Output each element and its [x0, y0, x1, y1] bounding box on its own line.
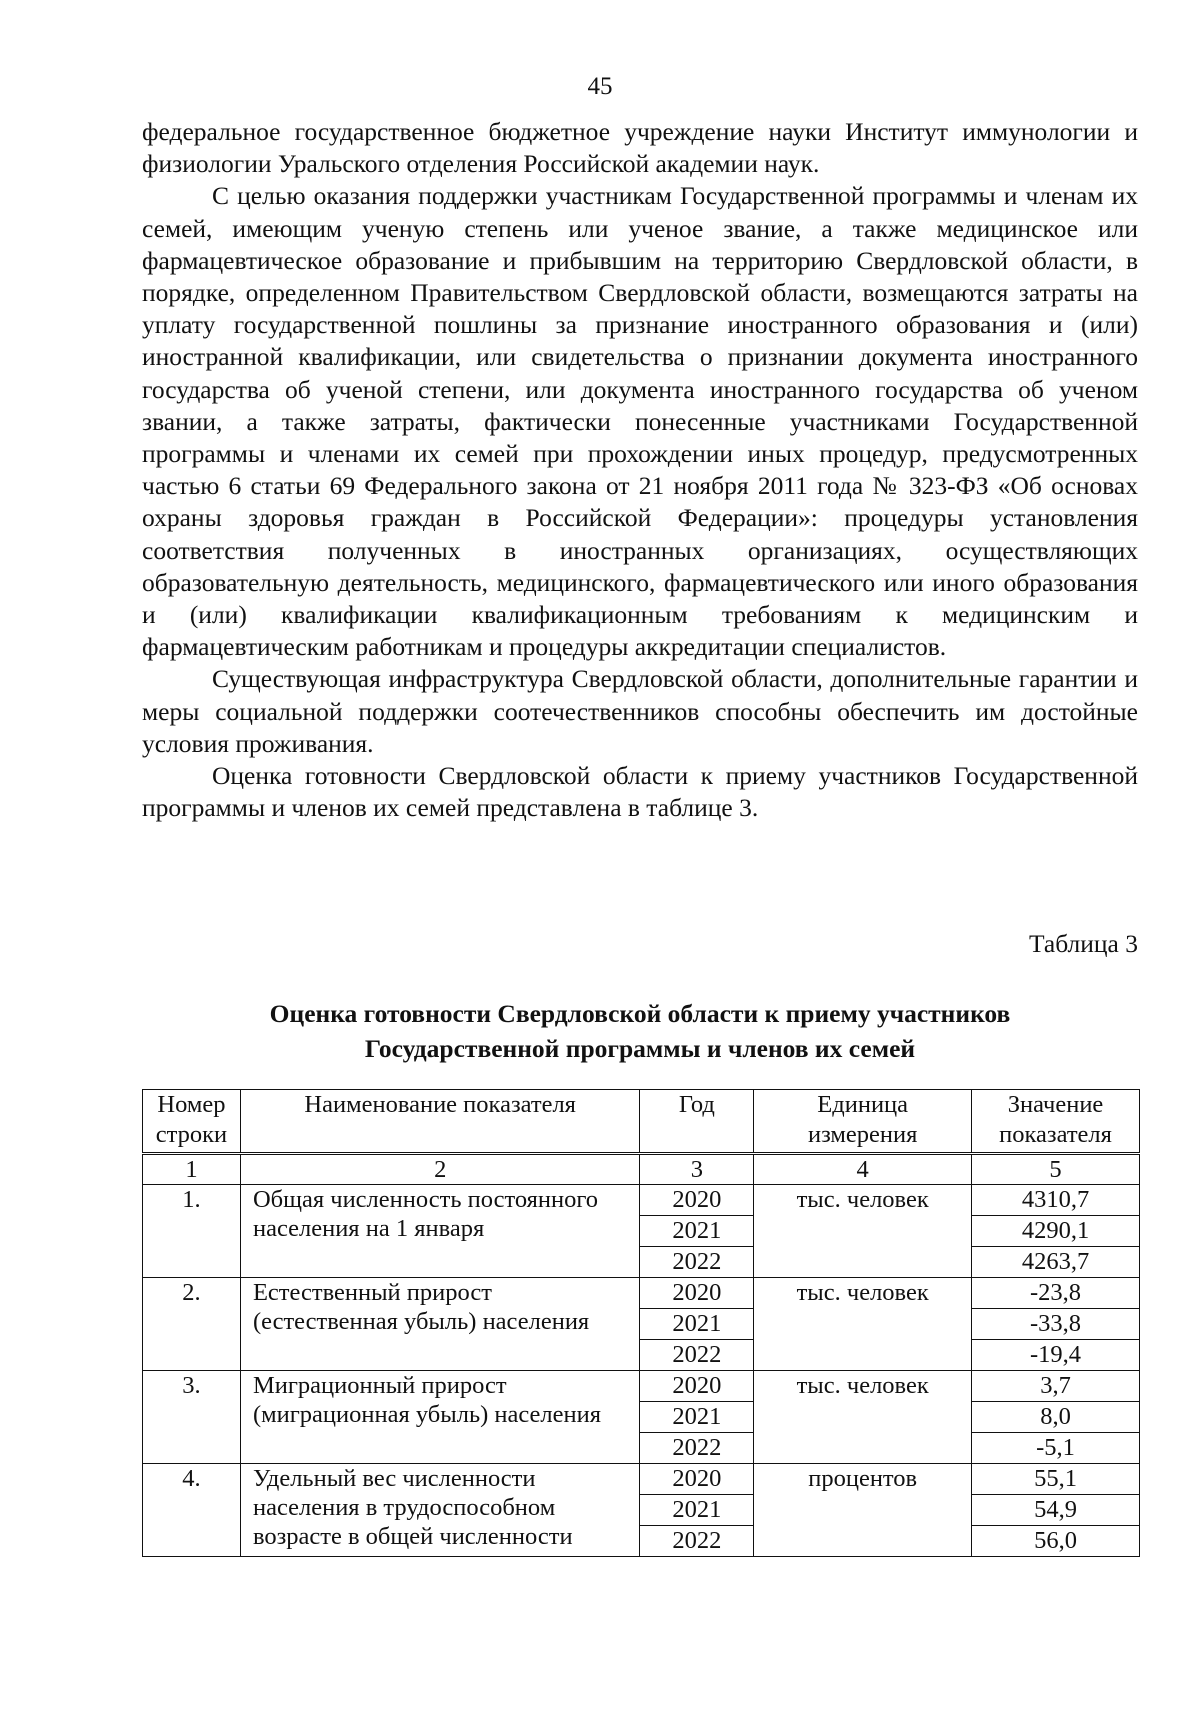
value-cell: 4310,7: [972, 1185, 1140, 1216]
row-number-cell: 2.: [143, 1278, 241, 1371]
year-cell: 2020: [640, 1185, 754, 1216]
year-cell: 2021: [640, 1402, 754, 1433]
paragraph-2: С целью оказания поддержки участникам Государственной программы и членам их семей, имеющим ученую степень или ученое звание, а также медицинское или фармацевтическое образование и прибывшим на территорию Свердловской области, в порядке, определенном Правительством Свердловской области, возмещаются затраты на уплату государственной пошлины за признание иностранного образования и (или) иностранной квалификации, или свидетельства о признании документа иностранного государства об ученой степени, или документа иностранного государства об ученом звании, а также затраты, фактически понесенные участниками Государственной программы и членами их семей при прохождении иных процедур, предусмотренных частью 6 статьи 69 Федерального закона от 21 ноября 2011 года № 323-ФЗ «Об основах охраны здоровья граждан в Российской Федерации»: процедуры установления соответствия полученных в иностранных организациях, осуществляющих образовательную деятельность, медицинского, фармацевтического или иного образования и (или) квалификации квалификационным требованиям к медицинским и фармацевтическим работникам и процедуры аккредитации специалистов.: [142, 181, 1138, 662]
row-number-cell: 4.: [143, 1464, 241, 1557]
value-cell: 4290,1: [972, 1216, 1140, 1247]
page-number: 45: [587, 73, 613, 100]
row-number-cell: 1.: [143, 1185, 241, 1278]
table-row: [143, 1371, 1140, 1402]
table-title-line-2: Государственной программы и членов их семей: [364, 1034, 916, 1063]
value-cell: -19,4: [972, 1340, 1140, 1371]
body-text: [142, 116, 1138, 824]
indicator-name-cell: Миграционный прирост (миграционная убыль) населения: [240, 1371, 639, 1464]
indicator-name-cell: Общая численность постоянного населения на 1 января: [240, 1185, 639, 1278]
value-cell: -33,8: [972, 1309, 1140, 1340]
value-cell: 56,0: [972, 1526, 1140, 1557]
value-cell: 55,1: [972, 1464, 1140, 1495]
table-header-row: [143, 1090, 1140, 1154]
table-label: Таблица 3: [1028, 929, 1138, 958]
value-cell: 8,0: [972, 1402, 1140, 1433]
table-row: [143, 1278, 1140, 1309]
paragraph-1: федеральное государственное бюджетное учреждение науки Институт иммунологии и физиологии Уральского отделения Российской академии наук.: [142, 117, 1138, 179]
year-cell: 2022: [640, 1526, 754, 1557]
header-unit: Единица измерения: [754, 1090, 972, 1154]
year-cell: 2021: [640, 1309, 754, 1340]
year-cell: 2020: [640, 1464, 754, 1495]
column-number: 2: [240, 1154, 639, 1185]
year-cell: 2021: [640, 1495, 754, 1526]
value-cell: -23,8: [972, 1278, 1140, 1309]
year-cell: 2022: [640, 1433, 754, 1464]
header-indicator-name: Наименование показателя: [240, 1090, 639, 1154]
year-cell: 2022: [640, 1340, 754, 1371]
value-cell: 3,7: [972, 1371, 1140, 1402]
unit-cell: тыс. человек: [754, 1278, 972, 1371]
column-number-row: [143, 1154, 1140, 1185]
indicator-name-cell: Удельный вес численности населения в трудоспособном возрасте в общей численности: [240, 1464, 639, 1557]
header-row-number: Номер строки: [143, 1090, 241, 1154]
indicators-table: [142, 1089, 1140, 1557]
column-number: 4: [754, 1154, 972, 1185]
unit-cell: тыс. человек: [754, 1371, 972, 1464]
column-number: 5: [972, 1154, 1140, 1185]
column-number: 3: [640, 1154, 754, 1185]
header-value: Значение показателя: [972, 1090, 1140, 1154]
table-body: [143, 1154, 1140, 1557]
unit-cell: тыс. человек: [754, 1185, 972, 1278]
table-row: [143, 1185, 1140, 1216]
paragraph-4: Оценка готовности Свердловской области к приему участников Государственной программы и членов их семей представлена в таблице 3.: [142, 761, 1138, 823]
year-cell: 2021: [640, 1216, 754, 1247]
paragraph-3: Существующая инфраструктура Свердловской области, дополнительные гарантии и меры социальной поддержки соотечественников способны обеспечить им достойные условия проживания.: [142, 664, 1138, 758]
table-title: [142, 996, 1138, 1066]
unit-cell: процентов: [754, 1464, 972, 1557]
year-cell: 2020: [640, 1278, 754, 1309]
year-cell: 2020: [640, 1371, 754, 1402]
indicator-name-cell: Естественный прирост (естественная убыль) населения: [240, 1278, 639, 1371]
header-year: Год: [640, 1090, 754, 1154]
value-cell: 4263,7: [972, 1247, 1140, 1278]
table-row: [143, 1464, 1140, 1495]
value-cell: -5,1: [972, 1433, 1140, 1464]
table-title-line-1: Оценка готовности Свердловской области к приему участников: [269, 999, 1011, 1028]
row-number-cell: 3.: [143, 1371, 241, 1464]
value-cell: 54,9: [972, 1495, 1140, 1526]
column-number: 1: [143, 1154, 241, 1185]
year-cell: 2022: [640, 1247, 754, 1278]
